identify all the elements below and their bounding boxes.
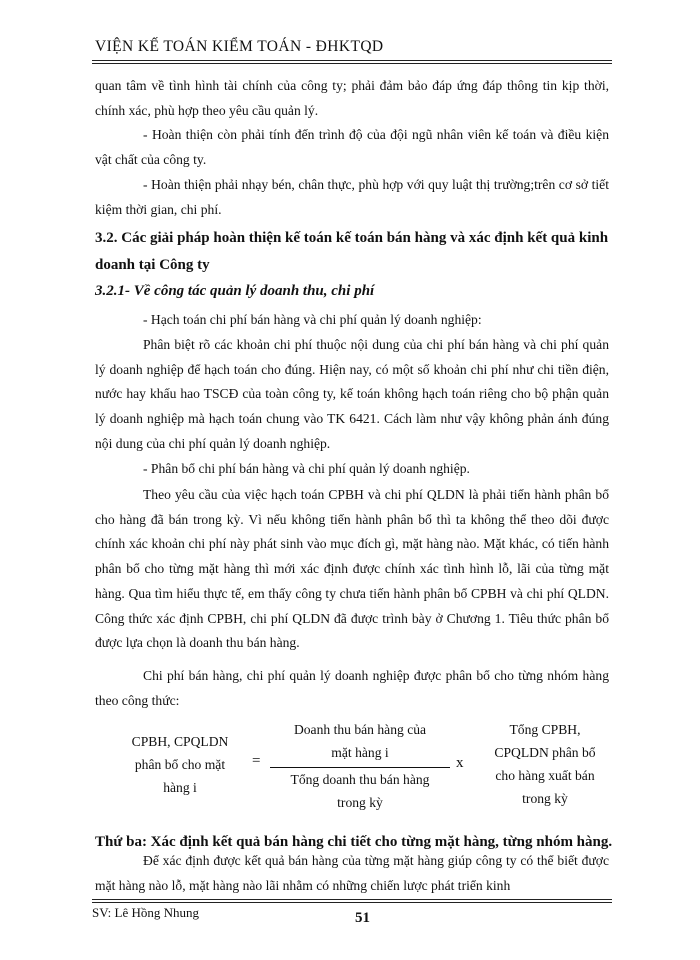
paragraph-2: - Hoàn thiện còn phải tính đến trình độ của đội ngũ nhân viên kế toán và điều kiện vật chất của công ty. bbox=[95, 127, 609, 167]
footer-rule-second bbox=[92, 902, 612, 903]
formula-denominator-line: trong kỳ bbox=[337, 795, 383, 810]
formula-left bbox=[110, 730, 250, 799]
formula-right-line: trong kỳ bbox=[522, 791, 568, 806]
header-rule-second bbox=[92, 63, 612, 64]
formula-denominator bbox=[270, 768, 450, 814]
formula-right-line: Tổng CPBH, bbox=[509, 722, 581, 737]
subsection-heading: 3.2.1- Về công tác quản lý doanh thu, chi phí bbox=[95, 283, 375, 299]
formula-equals: = bbox=[252, 753, 261, 769]
page-number: 51 bbox=[355, 910, 370, 926]
formula-right-line: CPQLDN phân bổ bbox=[494, 745, 596, 760]
formula-left-line: hàng i bbox=[163, 780, 197, 795]
paragraph-8: Chi phí bán hàng, chi phí quản lý doanh nghiệp được phân bổ cho từng nhóm hàng theo công thức: bbox=[95, 668, 609, 708]
paragraph-1: quan tâm về tình hình tài chính của công ty; phải đảm bảo đáp ứng đáp thông tin kịp thời, chính xác, phù hợp theo yêu cầu quản lý. bbox=[95, 78, 609, 118]
formula-left-line: CPBH, CPQLDN bbox=[131, 734, 229, 749]
footer-student-name: SV: Lê Hồng Nhung bbox=[92, 905, 200, 920]
third-heading: Thứ ba: Xác định kết quả bán hàng chi tiết cho từng mặt hàng, từng nhóm hàng. bbox=[95, 834, 613, 850]
formula-left-line: phân bổ cho mặt bbox=[134, 757, 226, 772]
formula-right bbox=[470, 718, 620, 810]
formula-numerator-line: mặt hàng i bbox=[331, 745, 389, 760]
formula-numerator bbox=[270, 718, 450, 764]
formula-denominator-line: Tổng doanh thu bán hàng bbox=[290, 772, 430, 787]
paragraph-7: Theo yêu cầu của việc hạch toán CPBH và chi phí QLDN là phải tiến hành phân bổ cho hàng đã bán trong kỳ. Vì nếu không tiến hành phân bổ thì ta không thể theo dõi được chính xác khoản chi phí này phát sinh vào mục đích gì, mặt hàng nào. Mặt khác, có tiến hành phân bổ cho từng mặt hàng thì mới xác định được chính xác tình hình lỗ, lãi của từng mặt hàng. Qua tìm hiểu thực tế, em thấy công ty chưa tiến hành phân bổ CPBH và chi phí QLDN. Công thức xác định CPBH, chi phí QLDN đã được trình bày ở Chương 1. Tiêu thức phân bổ được lựa chọn là doanh thu bán hàng. bbox=[95, 487, 609, 651]
paragraph-3: - Hoàn thiện phải nhạy bén, chân thực, phù hợp với quy luật thị trường;trên cơ sở tiết kiệm thời gian, chi phí. bbox=[95, 177, 609, 217]
footer-rule bbox=[92, 899, 612, 900]
formula-numerator-line: Doanh thu bán hàng của bbox=[293, 722, 427, 737]
header-title: VIỆN KẾ TOÁN KIỂM TOÁN - ĐHKTQD bbox=[95, 38, 384, 55]
header-rule bbox=[92, 60, 612, 61]
paragraph-9: Để xác định được kết quả bán hàng của từng mặt hàng giúp công ty có thể biết được mặt hàng nào lỗ, mặt hàng nào lãi nhằm có những chiến lược phát triển kinh bbox=[95, 853, 609, 893]
formula-times: x bbox=[456, 755, 464, 771]
formula-right-line: cho hàng xuất bán bbox=[495, 768, 595, 783]
paragraph-6: - Phân bổ chi phí bán hàng và chi phí quản lý doanh nghiệp. bbox=[143, 461, 470, 476]
section-heading: 3.2. Các giải pháp hoàn thiện kế toán kế toán bán hàng và xác định kết quả kinh doanh tại Công ty bbox=[95, 230, 609, 273]
paragraph-4: - Hạch toán chi phí bán hàng và chi phí quản lý doanh nghiệp: bbox=[143, 312, 482, 327]
paragraph-5: Phân biệt rõ các khoản chi phí thuộc nội dung của chi phí bán hàng và chi phí quản lý doanh nghiệp để hạch toán cho đúng. Hiện nay, có một số khoản chi phí như chi tiền điện, nước hay khấu hao TSCĐ của toàn công ty, kế toán không hạch toán riêng cho bộ phận quản lý doanh nghiệp mà hạch toán chung vào TK 6421. Cách làm như vậy không phản ánh đúng nội dung của chi phí quản lý doanh nghiệp. bbox=[95, 337, 609, 451]
